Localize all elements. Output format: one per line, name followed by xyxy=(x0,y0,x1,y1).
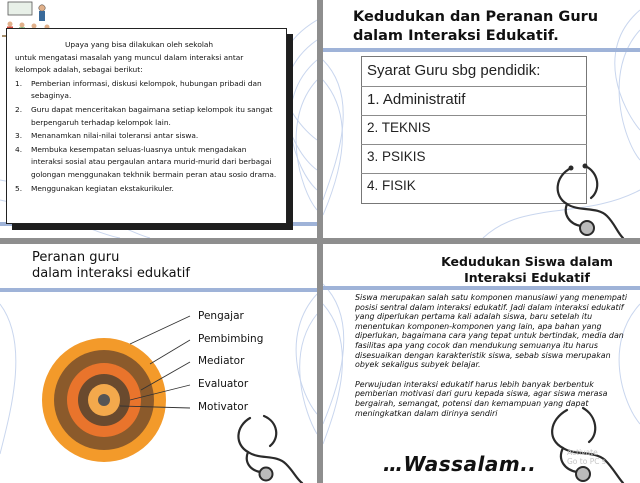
slide-title xyxy=(427,254,627,286)
title-line: Kedudukan Siswa dalam xyxy=(441,254,613,269)
slide-4[interactable] xyxy=(323,244,640,483)
watermark-line: Go to PC s xyxy=(567,457,606,466)
title-rule xyxy=(323,286,640,290)
slide-3[interactable] xyxy=(0,244,317,483)
row-divider xyxy=(361,115,587,116)
list-number: 1. xyxy=(15,78,23,88)
paragraph-1: Siswa merupakan salah satu komponen manusiawi yang menempati posisi sentral dalam interaksi edukatif. Jadi dalam interaksi edukatif yang diperlukan pertama kali adalah siswa, baru setelah itu menentukan komponen-komponen yang lain, apa bahan yang diperlukan, bagaimana cara yang tepat untuk bertindak, media dan fasilitas apa yang cocok dan mendukung semuanya itu harus disesuaikan dengan karakteristik siswa, sebab siswa merupakan obyek sekaligus subyek belajar. xyxy=(355,293,628,370)
row-divider xyxy=(361,173,587,174)
intro-line-1: Upaya yang bisa dilakukan oleh sekolah xyxy=(65,40,214,49)
upaya-list xyxy=(15,78,278,195)
list-number: 3. xyxy=(15,131,23,141)
list-text: Menggunakan kegiatan ekstakurikuler. xyxy=(31,183,174,193)
connector-line xyxy=(130,316,190,344)
role-label-motivator: Motivator xyxy=(198,401,249,413)
title-line: dalam interaksi edukatif xyxy=(32,266,190,281)
role-label-evaluator: Evaluator xyxy=(198,378,249,390)
list-text: Membuka kesempatan seluas-luasnya untuk mengadakan interaksi sosial atau pergaulan antara murid-murid dari berbagai golongan menggunakan tekhnik bermain peran atau sosio drama. xyxy=(31,144,277,179)
paragraph-2: Perwujudan interaksi edukatif harus lebih banyak berbentuk pemberian motivasi dari guru kepada siswa, agar siswa merasa bergairah, semangat, potensi dan kemampuan yang dapat meningkatkan dalam dirinya sendiri xyxy=(355,379,608,418)
list-text: Menanamkan nilai-nilai toleransi antar siswa. xyxy=(31,131,199,141)
role-label-mediator: Mediator xyxy=(198,355,245,367)
title-line: Kedudukan dan Peranan Guru xyxy=(353,9,599,25)
upaya-text-box xyxy=(6,28,287,224)
title-line: Interaksi Edukatif xyxy=(464,270,590,285)
closing-greeting: …Wassalam.. xyxy=(383,452,537,476)
row-divider xyxy=(361,86,587,87)
concentric-circles-diagram xyxy=(0,244,317,483)
table-row: 3. PSIKIS xyxy=(367,149,426,164)
ring-center xyxy=(98,394,110,406)
row-divider xyxy=(361,144,587,145)
title-line: dalam Interaksi Edukatif. xyxy=(353,28,559,44)
slide-body-text xyxy=(355,293,633,428)
list-item xyxy=(15,183,278,196)
watermark-line: Activate xyxy=(567,448,598,457)
list-text: Pemberian informasi, diskusi kelompok, hubungan pribadi dan sebaginya. xyxy=(31,78,262,101)
table-header: Syarat Guru sbg pendidik: xyxy=(367,62,541,79)
role-label-pembimbing: Pembimbing xyxy=(198,333,264,345)
table-row: 1. Administratif xyxy=(367,91,466,108)
slide-2[interactable] xyxy=(323,0,640,238)
slide-1[interactable] xyxy=(0,0,317,238)
list-number: 5. xyxy=(15,183,23,193)
role-label-pengajar: Pengajar xyxy=(198,310,244,322)
list-number: 4. xyxy=(15,144,23,154)
title-rule xyxy=(323,48,640,52)
table-row: 2. TEKNIS xyxy=(367,120,431,135)
slide-title xyxy=(353,8,623,46)
title-line: Peranan guru xyxy=(32,250,120,265)
table-row: 4. FISIK xyxy=(367,178,416,193)
list-number: 2. xyxy=(15,104,23,114)
list-item xyxy=(15,144,278,182)
list-item xyxy=(15,130,278,143)
list-text: Guru dapat menceritakan bagaimana setiap kelompok itu sangat berpengaruh terhadap kelompok lain. xyxy=(31,104,273,127)
list-item xyxy=(15,104,278,129)
intro-line-2: untuk mengatasi masalah yang muncul dalam interaksi antar kelompok adalah, sebagai berikut: xyxy=(15,52,244,75)
connector-line xyxy=(150,340,190,364)
list-item xyxy=(15,78,278,103)
activation-watermark xyxy=(567,448,606,466)
